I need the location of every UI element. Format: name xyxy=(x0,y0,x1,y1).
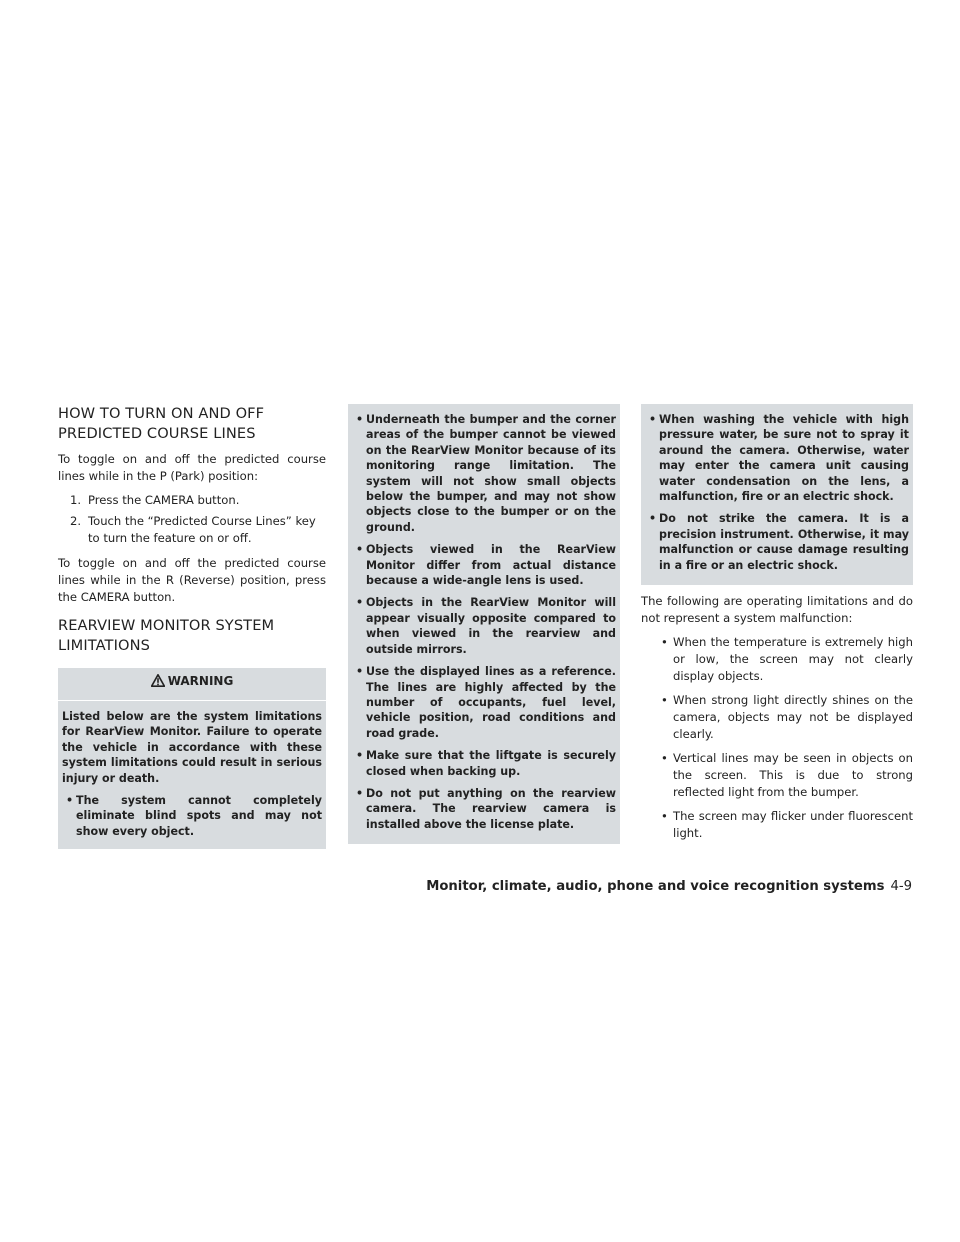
warning-list-part3 xyxy=(645,412,909,573)
warning-header xyxy=(58,668,326,701)
column-right xyxy=(641,404,913,849)
warning-item: • Objects in the RearView Monitor will appear visually opposite compared to when viewed in the rearview and outside mirrors. xyxy=(352,595,616,657)
heading-predicted-course-lines: HOW TO TURN ON AND OFF PREDICTED COURSE LINES xyxy=(58,405,265,442)
warning-body xyxy=(58,701,326,839)
warning-list-part1 xyxy=(62,793,322,839)
warning-item: • Do not strike the camera. It is a precision instrument. Otherwise, it may malfunction or cause damage resulting in a fire or an electric shock. xyxy=(645,511,909,573)
column-left xyxy=(58,404,326,849)
warning-box-continued xyxy=(641,404,913,585)
warning-box-continued xyxy=(348,404,620,844)
limitation-item: • The screen may flicker under fluorescent light. xyxy=(641,808,913,842)
page-footer xyxy=(426,878,912,896)
step-number: 1. xyxy=(70,493,82,507)
park-intro-paragraph: To toggle on and off the predicted course lines while in the P (Park) position: xyxy=(58,452,326,483)
warning-item: • Underneath the bumper and the corner areas of the bumper cannot be viewed on the RearView Monitor because of its monitoring range limitation. The system will not show small objects below the bumper, and may not show objects close to the bumper or on the ground. xyxy=(352,412,616,535)
warning-item: • Do not put anything on the rearview camera. The rearview camera is installed above the license plate. xyxy=(352,786,616,832)
limitation-item: • When strong light directly shines on the camera, objects may not be displayed clearly. xyxy=(641,692,913,743)
step-text: Touch the “Predicted Course Lines” key to turn the feature on or off. xyxy=(88,514,316,545)
heading-rearview-limitations: REARVIEW MONITOR SYSTEM LIMITATIONS xyxy=(58,617,275,654)
limitation-item: • When the temperature is extremely high or low, the screen may not clearly display objects. xyxy=(641,634,913,685)
step-item xyxy=(58,492,326,509)
column-middle xyxy=(348,404,620,844)
steps-list xyxy=(58,492,326,547)
warning-label: WARNING xyxy=(167,674,234,688)
footer-section-title: Monitor, climate, audio, phone and voice recognition systems xyxy=(426,879,885,894)
reverse-paragraph: To toggle on and off the predicted course lines while in the R (Reverse) position, press the CAMERA button. xyxy=(58,556,326,604)
warning-intro: Listed below are the system limitations for RearView Monitor. Failure to operate the vehicle in accordance with these system limitations could result in serious injury or death. xyxy=(62,710,322,785)
warning-item: • The system cannot completely eliminate blind spots and may not show every object. xyxy=(62,793,322,839)
warning-item: • When washing the vehicle with high pressure water, be sure not to spray it around the camera. Otherwise, water may enter the camera unit causing water condensation on the lens, a malfunction, fire or an electric shock. xyxy=(645,412,909,504)
warning-item: • Use the displayed lines as a reference. The lines are highly affected by the number of occupants, fuel level, vehicle position, road conditions and road grade. xyxy=(352,664,616,741)
warning-item: • Make sure that the liftgate is securely closed when backing up. xyxy=(352,748,616,779)
limitations-list xyxy=(641,634,913,842)
limitations-intro: The following are operating limitations and do not represent a system malfunction: xyxy=(641,594,913,626)
step-text: Press the CAMERA button. xyxy=(88,493,240,507)
warning-box xyxy=(58,668,326,849)
step-number: 2. xyxy=(70,514,82,528)
warning-triangle-icon xyxy=(151,674,165,692)
limitation-item: • Vertical lines may be seen in objects on the screen. This is due to strong reflected light from the bumper. xyxy=(641,750,913,801)
warning-list-part2 xyxy=(352,412,616,832)
step-item xyxy=(58,513,326,547)
page-number: 4-9 xyxy=(890,879,912,894)
warning-item: • Objects viewed in the RearView Monitor differ from actual distance because a wide-angle lens is used. xyxy=(352,542,616,588)
